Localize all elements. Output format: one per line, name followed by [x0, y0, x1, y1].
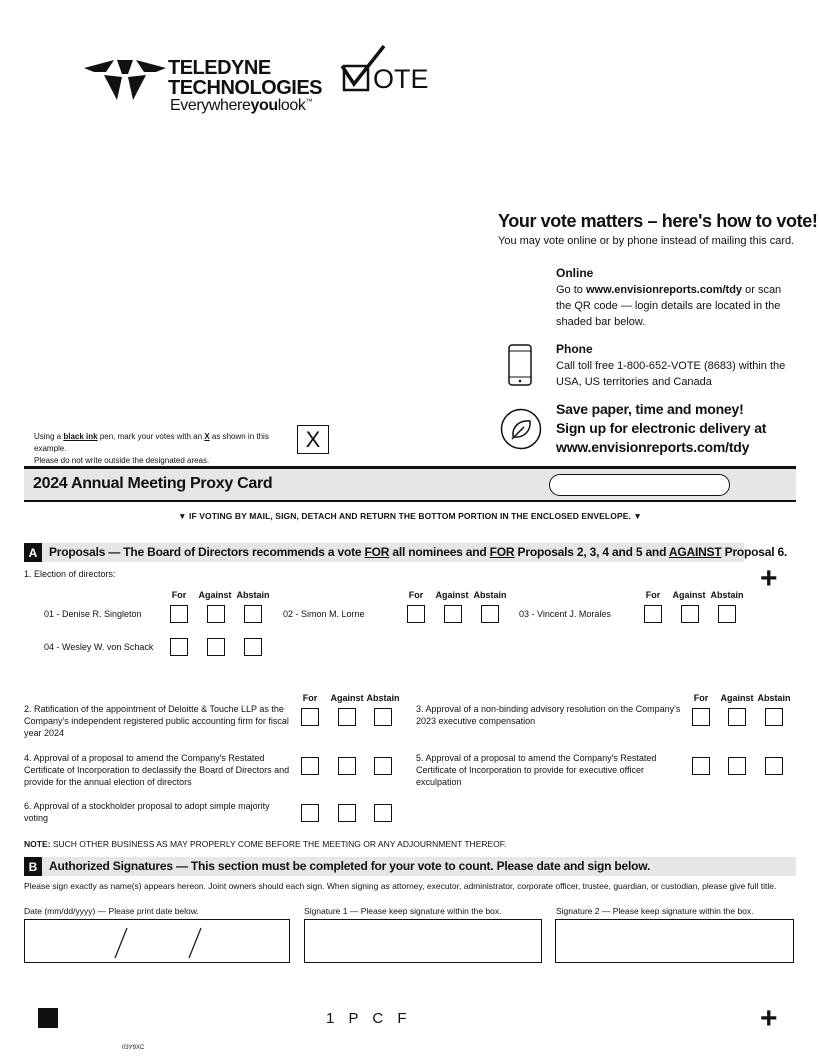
- registration-square: [38, 1008, 58, 1028]
- proposal-6-abstain-checkbox[interactable]: [374, 804, 392, 822]
- example-mark-box: [297, 425, 329, 454]
- phone-text: Call toll free 1-800-652-VOTE (8683) within the USA, US territories and Canada: [556, 360, 786, 388]
- signature-1-label: Signature 1 — Please keep signature within the box.: [304, 906, 502, 916]
- proposal-3-for-checkbox[interactable]: [692, 708, 710, 726]
- nominee-02: 02 - Simon M. Lorne: [283, 609, 365, 619]
- registration-plus-bottom: +: [760, 1002, 778, 1035]
- nominee-03: 03 - Vincent J. Morales: [519, 609, 611, 619]
- election-label: 1. Election of directors:: [24, 569, 116, 579]
- proposal-2-against-checkbox[interactable]: [338, 708, 356, 726]
- form-code: 1 P C F: [326, 1010, 412, 1027]
- vote-word: OTE: [373, 64, 429, 94]
- proposal-6: 6. Approval of a stockholder proposal to adopt simple majority voting: [24, 801, 270, 823]
- proposal-2: 2. Ratification of the appointment of Deloitte & Touche LLP as the Company's independent registered public accounting firm for fiscal year 2024: [24, 704, 289, 738]
- leaf-icon: [500, 408, 542, 450]
- col-against-left: Against: [330, 693, 364, 703]
- delivery-url[interactable]: www.envisionreports.com/tdy: [556, 439, 750, 455]
- date-field[interactable]: [24, 919, 290, 963]
- proposal-5-abstain-checkbox[interactable]: [765, 757, 783, 775]
- nominee-03-for-checkbox[interactable]: [644, 605, 662, 623]
- nominee-01-abstain-checkbox[interactable]: [244, 605, 262, 623]
- date-label: Date (mm/dd/yyyy) — Please print date below.: [24, 906, 199, 916]
- nominee-02-abstain-checkbox[interactable]: [481, 605, 499, 623]
- electronic-delivery-text: Save paper, time and money! Sign up for electronic delivery at www.envisionreports.com/tdy: [556, 401, 767, 455]
- col-against-right: Against: [720, 693, 754, 703]
- proposal-5-for-checkbox[interactable]: [692, 757, 710, 775]
- proposal-4-against-checkbox[interactable]: [338, 757, 356, 775]
- col-for-3: For: [645, 590, 661, 600]
- proposal-4-for-checkbox[interactable]: [301, 757, 319, 775]
- nominee-04: 04 - Wesley W. von Schack: [44, 642, 154, 652]
- signature-1-field[interactable]: [304, 919, 542, 963]
- online-text: Go to www.envisionreports.com/tdy or scan the QR code — login details are located in the shaded bar below.: [556, 284, 782, 328]
- vote-matters-title: Your vote matters – here's how to vote!: [498, 211, 818, 231]
- col-abstain-left: Abstain: [366, 693, 400, 703]
- col-against-3: Against: [672, 590, 706, 600]
- signature-instructions: Please sign exactly as name(s) appears hereon. Joint owners should each sign. When signing as attorney, executor, administrator, corporate officer, trustee, guardian, or custodian, please give full title.: [24, 881, 777, 891]
- col-abstain-3: Abstain: [710, 590, 744, 600]
- online-url[interactable]: www.envisionreports.com/tdy: [585, 284, 743, 296]
- col-for-right: For: [693, 693, 709, 703]
- section-b-title: Authorized Signatures — This section must be completed for your vote to count. Please date and sign below.: [49, 859, 651, 873]
- nominee-01-for-checkbox[interactable]: [170, 605, 188, 623]
- nominee-02-for-checkbox[interactable]: [407, 605, 425, 623]
- col-for-2: For: [408, 590, 424, 600]
- phone-heading: Phone: [556, 342, 593, 356]
- col-for-1: For: [171, 590, 187, 600]
- control-number-oval: [549, 474, 730, 496]
- nominee-04-abstain-checkbox[interactable]: [244, 638, 262, 656]
- bar-bottom-rule: [24, 500, 796, 502]
- marking-instructions: Using a black ink pen, mark your votes with an X as shown in this example. Please do not write outside the designated areas.: [34, 432, 269, 465]
- nominee-04-against-checkbox[interactable]: [207, 638, 225, 656]
- proposal-2-for-checkbox[interactable]: [301, 708, 319, 726]
- example-x-mark: X: [305, 426, 321, 452]
- logo-line2: TECHNOLOGIES: [168, 77, 323, 99]
- proposal-6-against-checkbox[interactable]: [338, 804, 356, 822]
- proposal-2-abstain-checkbox[interactable]: [374, 708, 392, 726]
- col-for-left: For: [302, 693, 318, 703]
- nominee-02-against-checkbox[interactable]: [444, 605, 462, 623]
- proposal-3-against-checkbox[interactable]: [728, 708, 746, 726]
- nominee-03-against-checkbox[interactable]: [681, 605, 699, 623]
- teledyne-logo-icon: [84, 58, 166, 100]
- vote-subtitle: You may vote online or by phone instead of mailing this card.: [498, 235, 795, 247]
- date-separator-slashes: [25, 920, 288, 961]
- proposal-4: 4. Approval of a proposal to amend the Company's Restated Certificate of Incorporation to declassify the Board of Directors and provide for the annual election of directors: [24, 753, 290, 787]
- col-abstain-right: Abstain: [757, 693, 791, 703]
- proposal-3: 3. Approval of a non-binding advisory resolution on the Company's 2023 executive compensation: [416, 704, 681, 726]
- col-against-2: Against: [435, 590, 469, 600]
- nominee-01: 01 - Denise R. Singleton: [44, 609, 142, 619]
- small-form-code: 03Y9XC: [122, 1045, 145, 1051]
- col-abstain-2: Abstain: [473, 590, 507, 600]
- signature-2-field[interactable]: [555, 919, 794, 963]
- proposal-6-for-checkbox[interactable]: [301, 804, 319, 822]
- proxy-card-title: 2024 Annual Meeting Proxy Card: [33, 475, 273, 492]
- signature-2-label: Signature 2 — Please keep signature within the box.: [556, 906, 754, 916]
- section-b-letter: B: [24, 857, 42, 876]
- nominee-04-for-checkbox[interactable]: [170, 638, 188, 656]
- proposal-5: 5. Approval of a proposal to amend the Company's Restated Certificate of Incorporation to provide for executive officer exculpation: [416, 753, 657, 787]
- proposal-4-abstain-checkbox[interactable]: [374, 757, 392, 775]
- vote-check-logo-icon: [340, 44, 429, 94]
- section-a-title: Proposals — The Board of Directors recommends a vote FOR all nominees and FOR Proposals 2, 3, 4 and 5 and AGAINST Proposal 6.: [49, 545, 788, 559]
- phone-icon: [508, 344, 532, 386]
- col-against-1: Against: [198, 590, 232, 600]
- online-heading: Online: [556, 266, 594, 280]
- other-business-note: NOTE: SUCH OTHER BUSINESS AS MAY PROPERLY COME BEFORE THE MEETING OR ANY ADJOURNMENT THEREOF.: [24, 839, 507, 849]
- section-a-letter: A: [24, 543, 42, 562]
- proposal-3-abstain-checkbox[interactable]: [765, 708, 783, 726]
- logo-line1: TELEDYNE: [168, 57, 271, 79]
- proposal-5-against-checkbox[interactable]: [728, 757, 746, 775]
- col-abstain-1: Abstain: [236, 590, 270, 600]
- logo-tagline: Everywhereyoulook™: [170, 97, 313, 114]
- detach-instruction: ▼ IF VOTING BY MAIL, SIGN, DETACH AND RETURN THE BOTTOM PORTION IN THE ENCLOSED ENVELOPE. ▼: [178, 511, 642, 521]
- nominee-01-against-checkbox[interactable]: [207, 605, 225, 623]
- registration-plus-top: +: [760, 562, 778, 595]
- nominee-03-abstain-checkbox[interactable]: [718, 605, 736, 623]
